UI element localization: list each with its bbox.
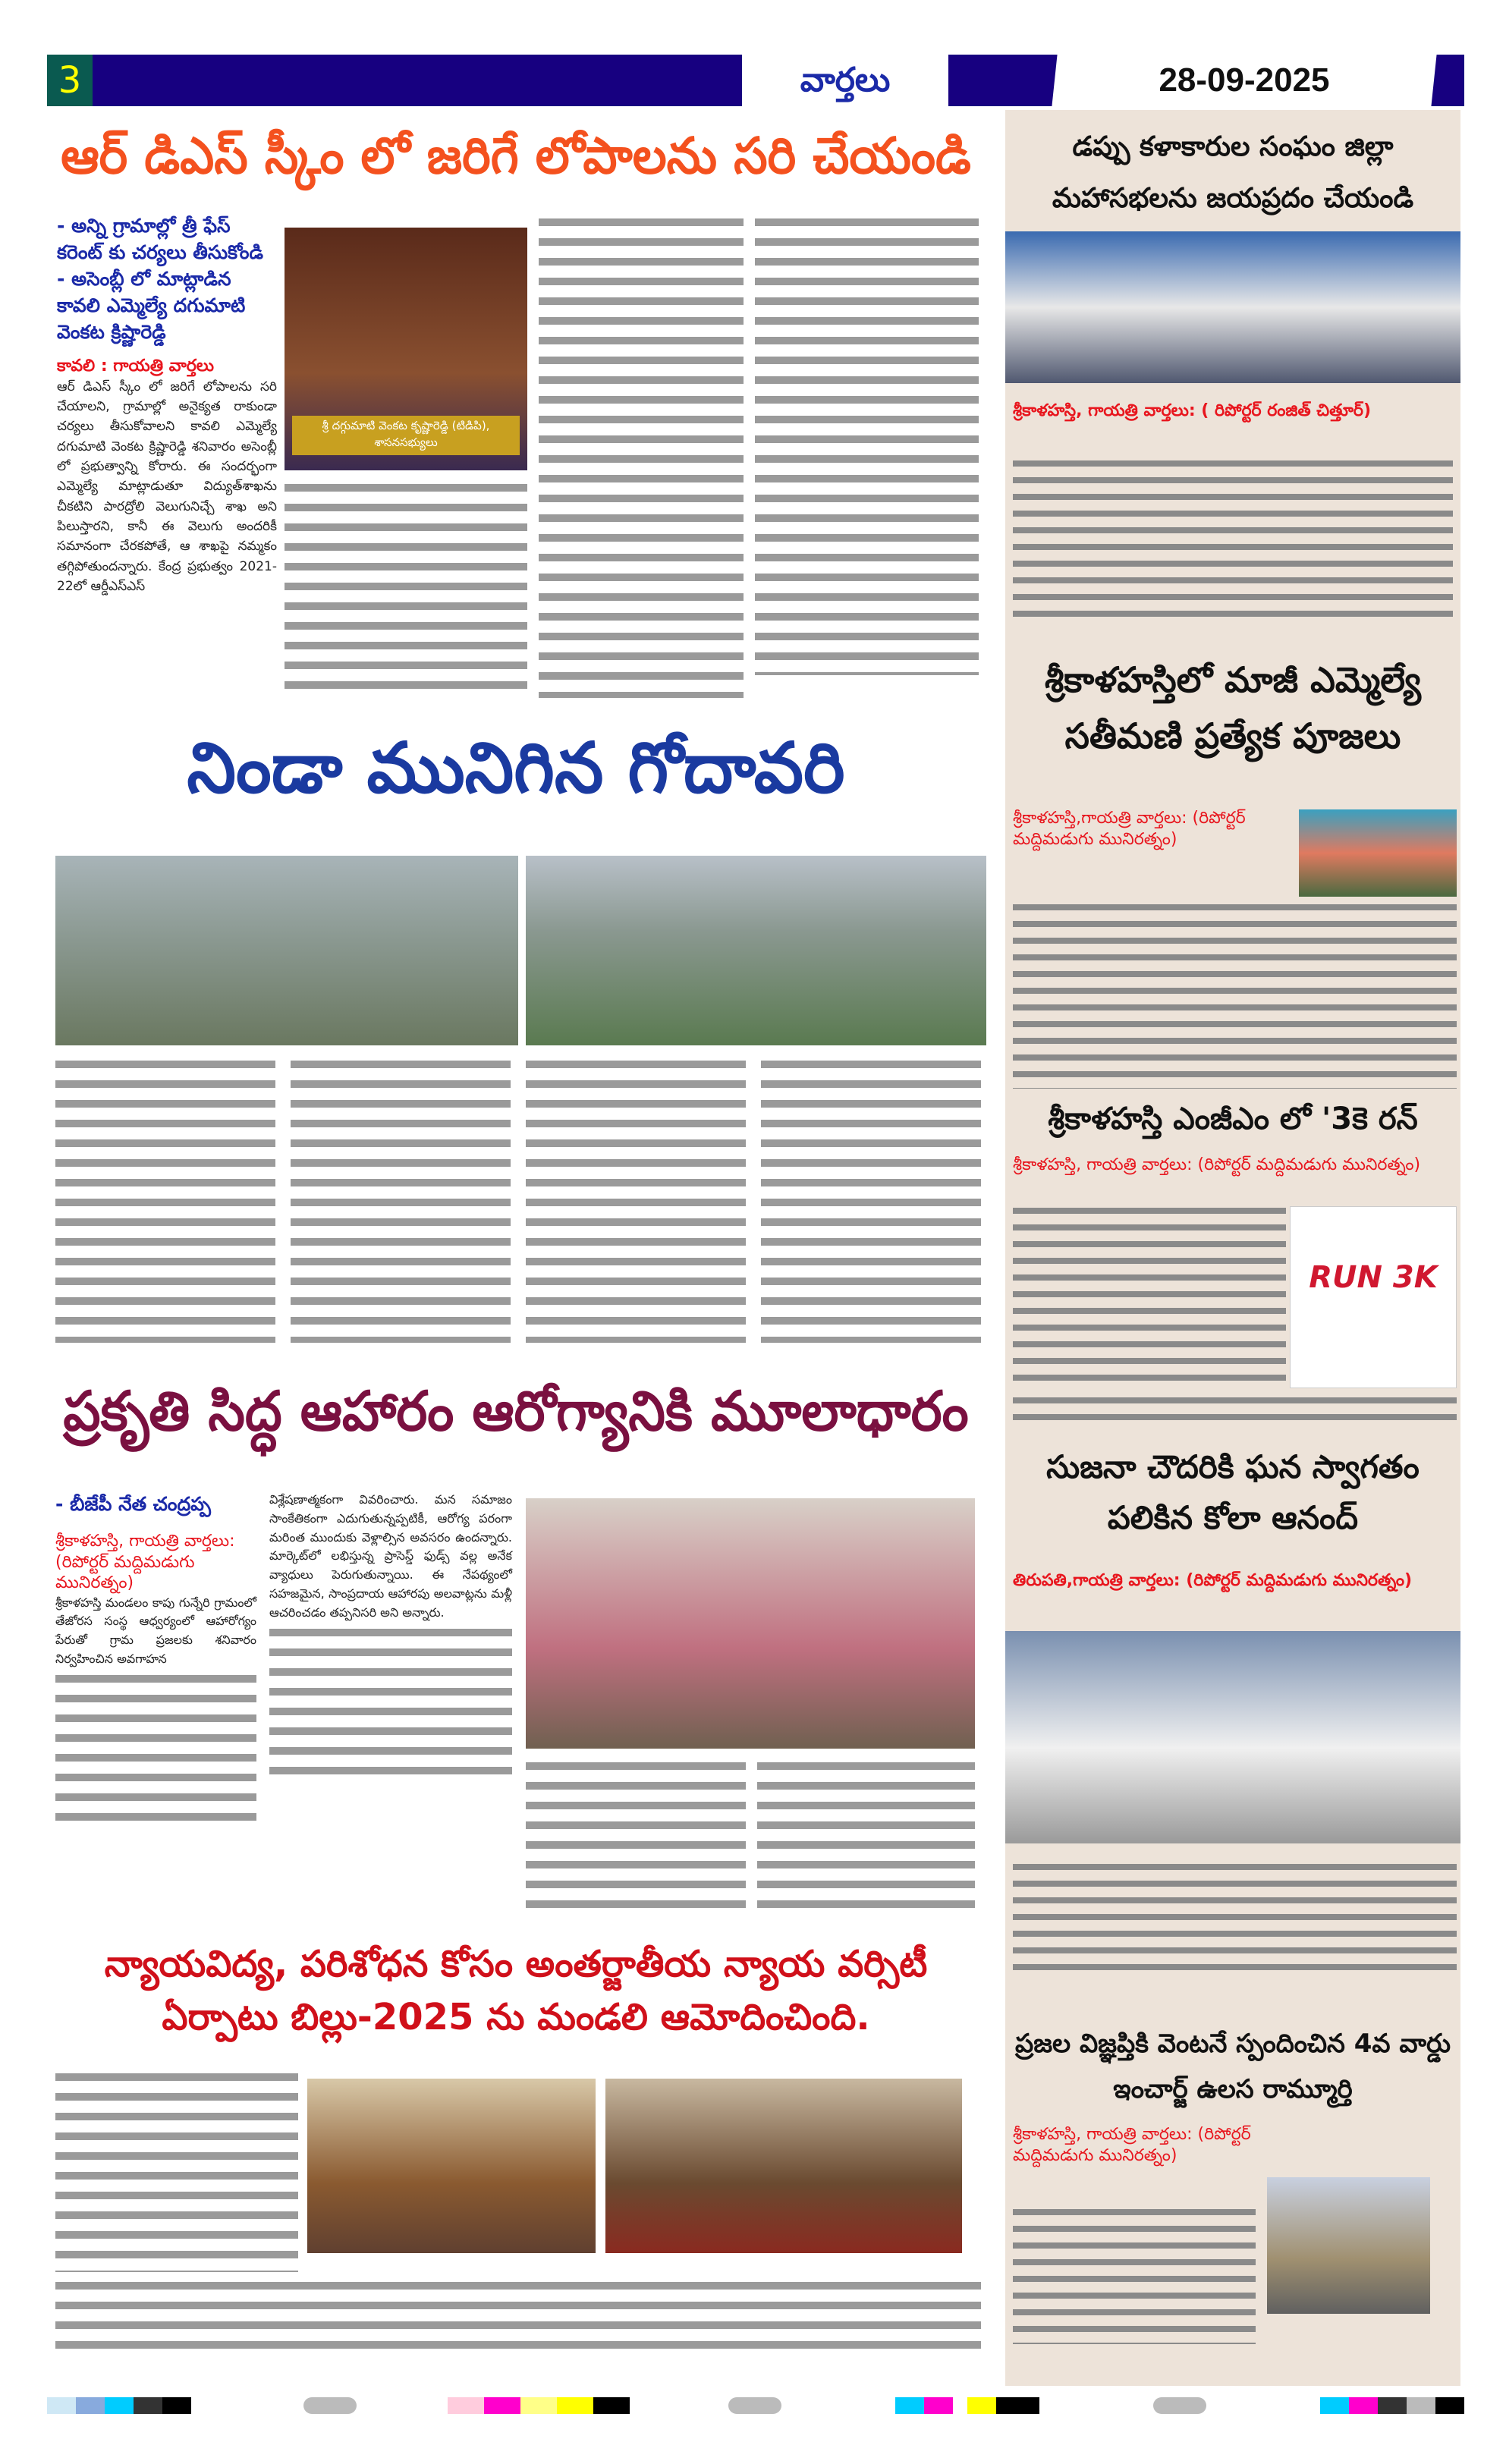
logo-text: వార్తలు xyxy=(800,61,891,99)
puja-photo xyxy=(1299,809,1457,897)
mla-photo xyxy=(285,228,527,470)
headline-dappu-artists: డప్పు కళాకారుల సంఘం జిల్లా మహాసభలను జయప్రదం చేయండి xyxy=(1052,131,1414,215)
article-text-column xyxy=(285,478,527,698)
subhead-bullet: - అన్ని గ్రామాల్లో త్రీ ఫేస్ కరెంట్ కు చర్యలు తీసుకోండి xyxy=(57,215,263,263)
article-body: విశ్లేషణాత్మకంగా వివరించారు. మన సమాజం సాంకేతికంగా ఎదుగుతున్నప్పటికీ, ఆరోగ్య పరంగా మరింత ముందుకు వెళ్లాల్సిన అవసరం ఉందన్నారు. మార్కెట్‌లో లభిస్తున్న ప్రాసెస్డ్ ఫుడ్స్ వల్ల అనేక వ్యాధులు పెరుగుతున్నాయి. ఈ నేపథ్యంలో సహజమైన, సాంప్రదాయ ఆహారపు అలవాట్లను మళ్లీ ఆచరించడం తప్పనిసరి అని అన్నారు. xyxy=(269,1492,512,1620)
headline-godavari: నిండా మునిగిన గోదావరి xyxy=(187,727,845,809)
color-registration-bar xyxy=(1320,2397,1464,2414)
subhead-bullet: - బీజేపీ నేత చంద్రప్ప xyxy=(55,1493,211,1515)
color-registration-bar xyxy=(448,2397,630,2414)
article-text xyxy=(1013,899,1457,1089)
article-text xyxy=(1013,2204,1256,2344)
headline-sujana-welcome: సుజనా చౌదరికి ఘన స్వాగతం పలికిన కోలా ఆనంద్ xyxy=(1046,1448,1420,1537)
dateline: శ్రీకాళహస్తి,గాయత్రి వార్తలు: (రిపోర్టర్ మద్దిమడుగు మునిరత్నం) xyxy=(1013,809,1246,849)
photo-caption: శ్రీ దగ్గుమాటి వెంకట కృష్ణారెడ్డి (టిడిపి), శాసనసభ్యులు xyxy=(292,416,520,455)
event-photo xyxy=(526,1498,975,1749)
color-registration-bar xyxy=(47,2397,191,2414)
color-registration-bar xyxy=(895,2397,1039,2414)
article-text-column xyxy=(269,1623,512,1774)
article-body: ఆర్ డిఎస్ స్కీం లో జరిగే లోపాలను సరి చేయాలని, గ్రామాల్లో అనైక్యత రాకుండా చర్యలు తీసుకోవాలని కావలి ఎమ్మెల్యే దగుమాటి వెంకట క్రిష్ణారెడ్డి శనివారం అసెంబ్లీ లో ప్రభుత్వాన్ని కోరారు. ఈ సందర్భంగా ఎమ్మెల్యే మాట్లాడుతూ విద్యుత్‌శాఖను చీకటిని పారద్రోలి వెలుగునిచ్చే శాఖ అని పిలుస్తారని, కానీ ఈ వెలుగు అందరికీ సమానంగా చేరకపోతే, ఆ శాఖపై నమ్మకం తగ్గిపోతుందన్నారు. కేంద్ర ప్రభుత్వం 2021-22లో ఆర్డీఎస్ఎస్ xyxy=(57,379,277,594)
article-text-columns xyxy=(526,1756,975,1908)
registration-mark xyxy=(303,2397,357,2414)
article-text-column xyxy=(755,212,979,675)
flood-photo xyxy=(55,856,518,1045)
issue-date: 28-09-2025 xyxy=(1159,61,1330,99)
welcome-photo xyxy=(1005,1631,1460,1843)
headline-law-university: న్యాయవిద్య, పరిశోధన కోసం అంతర్జాతీయ న్యాయ వర్సిటీ ఏర్పాటు బిల్లు-2025 ను మండలి ఆమోదించింది. xyxy=(104,1943,928,2038)
newspaper-logo xyxy=(742,55,948,106)
headline-3k-run: శ్రీకాళహస్తి ఎంజీఎం లో '3కె రన్ xyxy=(1048,1102,1418,1136)
article-text-column xyxy=(55,2276,981,2352)
run-poster-text: RUN 3K xyxy=(1309,1260,1438,1295)
flood-photo xyxy=(526,856,986,1045)
dateline: శ్రీకాళహస్తి, గాయత్రి వార్తలు: (రిపోర్టర్ మద్దిమడుగు మునిరత్నం) xyxy=(1013,2125,1251,2165)
dateline: శ్రీకాళహస్తి, గాయత్రి వార్తలు: (రిపోర్టర్ మద్దిమడుగు మునిరత్నం) xyxy=(55,1532,235,1592)
subhead-bullet: - అసెంబ్లీ లో మాట్లాడిన కావలి ఎమ్మెల్యే దగుమాటి వెంకట క్రిష్ణారెడ్డి xyxy=(57,268,246,343)
road-work-photo xyxy=(1267,2177,1430,2314)
registration-mark xyxy=(1153,2397,1206,2414)
article-body: శ్రీకాళహస్తి మండలం కాపు గున్నేరి గ్రామంలో తేజోరస సంస్థ ఆధ్వర్యంలో ఆహారోగ్యం పేరుతో గ్రామ ప్రజలకు శనివారం నిర్వహించిన అవగాహన xyxy=(55,1595,256,1666)
dateline: కావలి : గాయత్రి వార్తలు xyxy=(57,357,215,376)
article-text xyxy=(1013,1392,1457,1426)
headline-natural-food: ప్రకృతి సిద్ధ ఆహారం ఆరోగ్యానికి మూలాధారం xyxy=(63,1379,969,1443)
artists-photo xyxy=(1005,231,1460,383)
article-text-column xyxy=(55,2067,298,2272)
article-text-column xyxy=(539,212,744,698)
headline-ward-incharge: ప్రజల విజ్ఞప్తికి వెంటనే స్పందించిన 4వ వార్డు ఇంచార్జ్ ఉలస రామ్మూర్తి xyxy=(1015,2029,1451,2104)
registration-mark xyxy=(728,2397,781,2414)
dateline: తిరుపతి,గాయత్రి వార్తలు: (రిపోర్టర్ మద్దిమడుగు మునిరత్నం) xyxy=(1013,1571,1413,1590)
council-photo xyxy=(605,2079,962,2253)
article-text xyxy=(1013,1859,1457,1980)
article-text-columns xyxy=(55,1054,985,1343)
dateline: శ్రీకాళహస్తి, గాయత్రి వార్తలు: ( రిపోర్టర్ రంజిత్ చిత్తూర్) xyxy=(1013,401,1372,420)
headline-rds-scheme: ఆర్ డిఎస్ స్కీం లో జరిగే లోపాలను సరి చేయండి xyxy=(61,127,971,185)
article-text xyxy=(1013,1202,1286,1388)
article-text xyxy=(1013,455,1453,626)
article-text-column xyxy=(55,1669,256,1821)
headline-special-puja: శ్రీకాళహస్తిలో మాజీ ఎమ్మెల్యే సతీమణి ప్రత్యేక పూజలు xyxy=(1044,659,1422,756)
page-number: 3 xyxy=(47,55,93,106)
run-poster xyxy=(1290,1206,1457,1388)
dateline: శ్రీకాళహస్తి, గాయత్రి వార్తలు: (రిపోర్టర్ మద్దిమడుగు మునిరత్నం) xyxy=(1013,1155,1421,1174)
assembly-photo xyxy=(307,2079,596,2253)
